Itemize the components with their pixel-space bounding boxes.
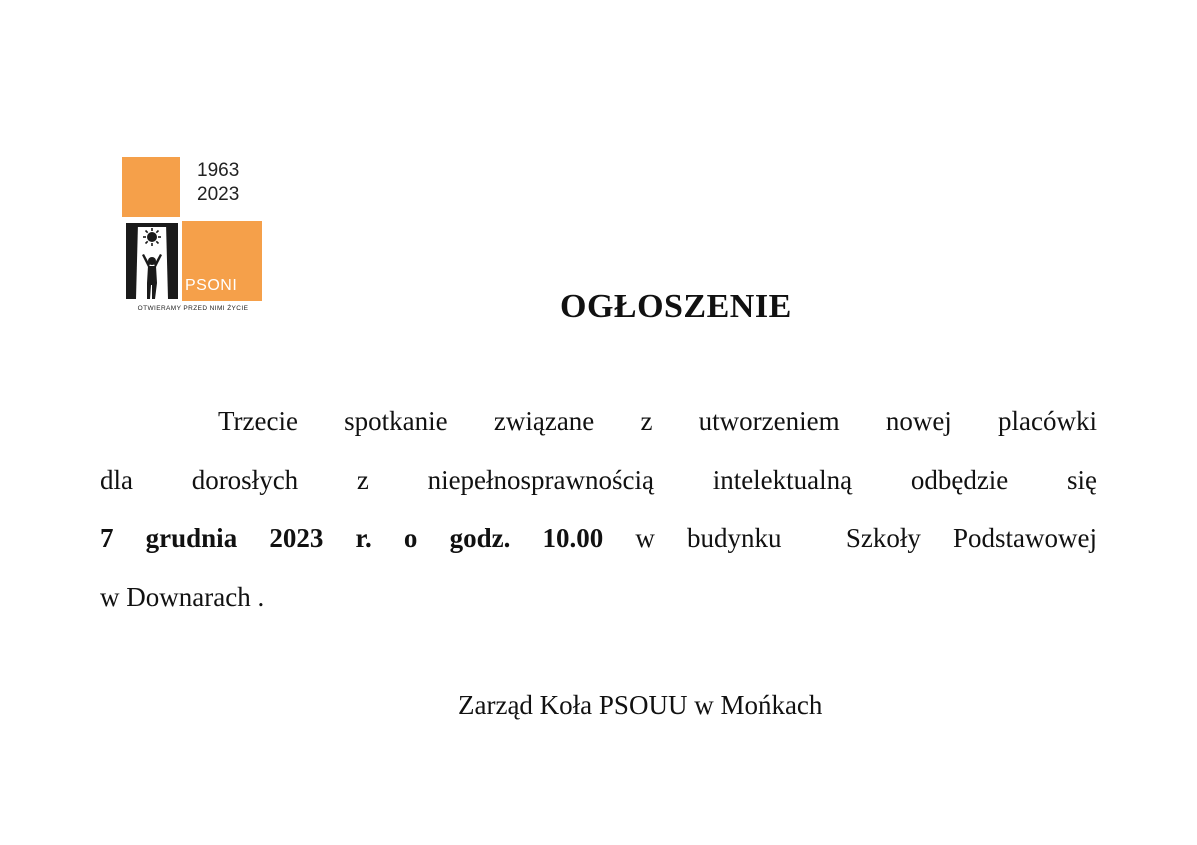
logo-orange-square-top-left xyxy=(122,157,180,217)
body-line-1: Trzecie spotkanie związane z utworzeniem nowej placówki xyxy=(218,406,1097,436)
meeting-location-start: w budynku Szkoły Podstawowej xyxy=(635,523,1097,553)
announcement-body xyxy=(100,392,1097,626)
body-line-3 xyxy=(100,509,1097,568)
logo-brand: PSONI xyxy=(185,277,238,294)
psoni-logo xyxy=(119,147,279,325)
logo-year-start: 1963 xyxy=(197,160,240,181)
logo-year-end: 2023 xyxy=(197,184,240,205)
person-sun-icon xyxy=(122,221,180,301)
logo-years xyxy=(197,159,267,207)
meeting-date-time: 7 grudnia 2023 r. o godz. 10.00 xyxy=(100,523,604,553)
signature: Zarząd Koła PSOUU w Mońkach xyxy=(458,690,823,720)
logo-tagline: OTWIERAMY PRZED NIMI ŻYCIE xyxy=(137,305,249,312)
body-line-2: dla dorosłych z niepełnosprawnością intelektualną odbędzie się xyxy=(100,464,1097,495)
announcement-heading: OGŁOSZENIE xyxy=(560,288,792,325)
body-line-4: w Downarach . xyxy=(100,581,265,612)
